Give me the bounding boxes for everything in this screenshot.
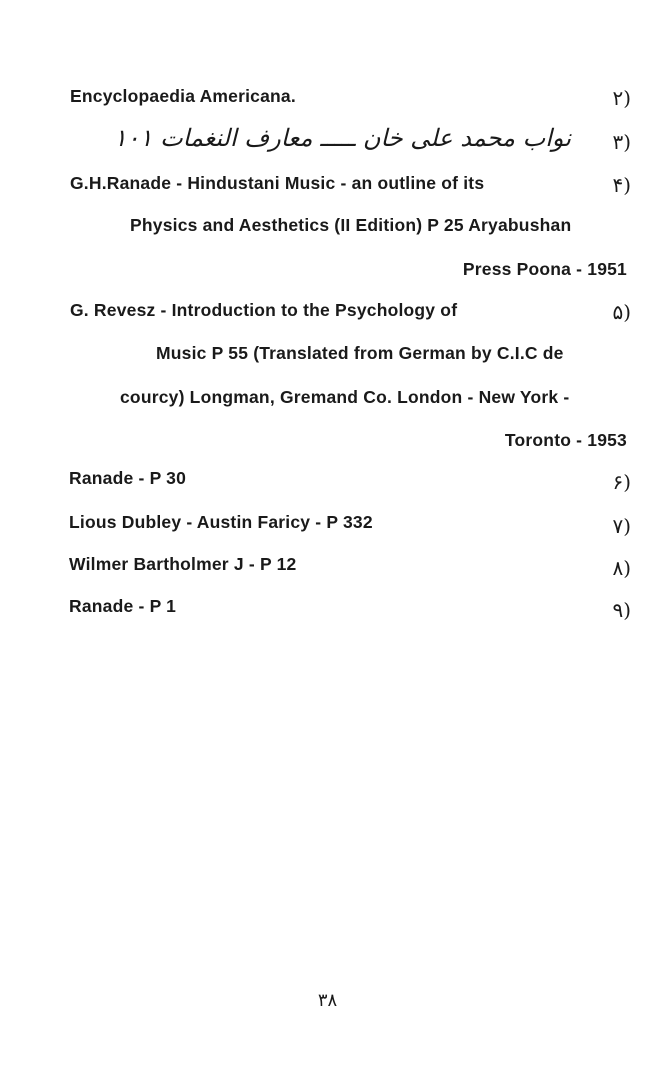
- footnote-2-line-1: Encyclopaedia Americana.: [70, 86, 296, 106]
- footnote-9-line-1: Ranade - P 1: [69, 596, 177, 616]
- footnote-5-line-2: Music P 55 (Translated from German by C.I.C de: [156, 343, 564, 363]
- footnote-3-line-1: نواب محمد علی خان ـــــ معارف النغمات ۱۰۱: [113, 124, 571, 152]
- footnote-5-line-1: G. Revesz - Introduction to the Psychology of: [70, 300, 458, 320]
- footnote-6-line-1: Ranade - P 30: [69, 468, 187, 488]
- footnote-6-number: (۶: [612, 470, 631, 494]
- page-number: ۳۸: [317, 990, 338, 1011]
- footnote-5-line-4: Toronto - 1953: [504, 430, 627, 450]
- footnote-8-number: (۸: [612, 556, 631, 580]
- footnote-7-number: (۷: [612, 514, 631, 538]
- footnote-2-number: (۲: [612, 86, 631, 110]
- footnote-4-line-2: Physics and Aesthetics (II Edition) P 25 Aryabushan: [130, 215, 572, 235]
- footnote-5-line-3: courcy) Longman, Gremand Co. London - New York -: [120, 387, 570, 407]
- footnote-3-number: (۳: [612, 130, 631, 154]
- footnote-4-line-1: G.H.Ranade - Hindustani Music - an outline of its: [70, 173, 485, 193]
- footnote-9-number: (۹: [612, 598, 631, 622]
- footnote-8-line-1: Wilmer Bartholmer J - P 12: [69, 554, 297, 574]
- footnote-4-number: (۴: [612, 173, 631, 197]
- footnote-4-line-3: Press Poona - 1951: [462, 259, 627, 279]
- footnote-5-number: (۵: [612, 300, 631, 324]
- footnote-7-line-1: Lious Dubley - Austin Faricy - P 332: [69, 512, 373, 532]
